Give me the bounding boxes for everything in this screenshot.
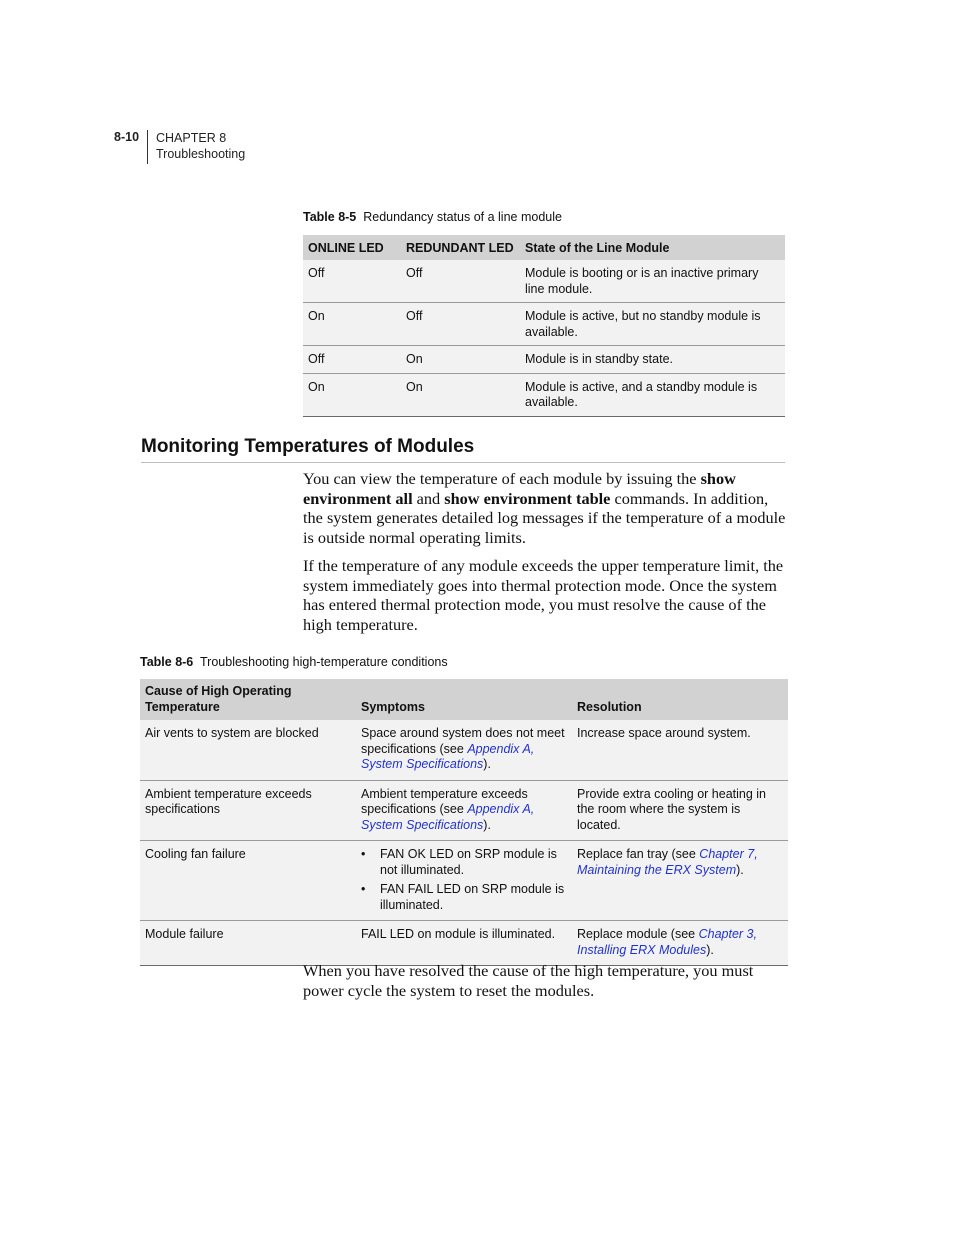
table-cell: Cooling fan failure [145,847,246,861]
table2-caption [140,655,448,669]
appendix-a-link[interactable]: Appendix A, System Specifications [361,741,535,771]
paragraph-text: You can view the temperature of each module by issuing the [303,469,701,488]
table-row [140,921,788,966]
table-cell [572,841,788,921]
table-cell: Module failure [145,927,224,941]
table-cell: Module is in standby state. [525,352,673,366]
running-header [156,130,245,162]
table-row [303,346,785,374]
cell-text: ). [736,862,744,877]
table-header-row [140,679,788,720]
table-row [140,720,788,780]
section-heading: Monitoring Temperatures of Modules [141,436,475,457]
cell-text: Replace fan tray (see [577,847,700,861]
table-row [303,303,785,346]
table-cell: On [406,379,423,394]
list-item: • FAN FAIL LED on SRP module is illuminated. [361,882,567,913]
table-cell: Module is booting or is an inactive primary line module. [525,266,759,296]
column-header: Resolution [572,679,788,720]
paragraph-text: commands. In addition, the system generates detailed log messages if the temperature of a module is outside normal operating limits. [303,488,786,547]
table-cell: Module is active, but no standby module is available. [525,309,761,339]
table2-caption-label: Table 8-6 [140,655,194,669]
header-divider [147,130,148,164]
cell-text: Space around system does not meet specifications (see [361,726,565,756]
column-header: Symptoms [356,679,572,720]
cell-text: ). [706,942,714,957]
table-cell: Off [406,266,423,280]
table-cell: On [308,309,325,323]
table-cell [356,841,572,921]
table1-caption-text: Redundancy status of a line module [363,210,562,224]
symptom-list [361,847,567,913]
chapter-7-link[interactable]: Chapter 7, Maintaining the ERX System [577,847,758,877]
table-cell [356,720,572,780]
table-cell: Off [406,309,423,323]
table-header-row [303,235,785,260]
table2-caption-text: Troubleshooting high-temperature conditions [200,655,448,669]
high-temperature-table [140,679,788,966]
column-header: REDUNDANT LED [401,235,520,260]
page-number: 8-10 [114,130,140,144]
command-name: show environment table [444,488,611,508]
table-cell: Provide extra cooling or heating in the room where the system is located. [577,786,767,832]
table-cell: Ambient temperature exceeds specifications [145,786,312,816]
table-row [303,260,785,303]
column-header: State of the Line Module [520,235,785,260]
heading-rule [141,462,785,463]
table-cell: Off [308,266,325,280]
cell-text: ). [483,817,491,832]
body-paragraph: If the temperature of any module exceeds the upper temperature limit, the system immediately goes into thermal protection mode. Once the system has entered thermal protection mode, you must resolve the cause of the high temperature. [303,556,784,634]
table-row [140,780,788,841]
list-item: • FAN OK LED on SRP module is not illuminated. [361,847,567,878]
command-name: show environment all [303,469,736,508]
cell-text: Ambient temperature exceeds specifications (see [361,786,528,816]
table-cell: Air vents to system are blocked [145,726,319,740]
body-paragraph [303,469,787,547]
table-cell: On [308,379,325,394]
cell-text: ). [483,757,491,771]
paragraph-text: and [412,488,445,508]
table-row [303,373,785,416]
table-cell: Module is active, and a standby module is available. [525,379,758,409]
column-header: ONLINE LED [303,235,401,260]
table1-caption-label: Table 8-5 [303,210,357,224]
table-cell: On [406,352,423,366]
chapter-3-link[interactable]: Chapter 3, Installing ERX Modules [577,927,757,957]
table-cell: Increase space around system. [577,726,751,740]
column-header: Cause of High Operating Temperature [140,679,356,720]
chapter-label: CHAPTER 8 [156,131,227,145]
table-row [140,841,788,921]
body-paragraph: When you have resolved the cause of the high temperature, you must power cycle the system to reset the modules. [303,961,754,1000]
table-cell [572,921,788,966]
appendix-a-link[interactable]: Appendix A, System Specifications [361,802,535,832]
table1-caption [303,210,562,224]
chapter-title: Troubleshooting [156,147,246,161]
table-cell [356,780,572,841]
cell-text: Replace module (see [577,927,699,941]
table-cell: Off [308,352,325,366]
table-cell: FAIL LED on module is illuminated. [361,927,556,941]
redundancy-status-table [303,235,785,417]
